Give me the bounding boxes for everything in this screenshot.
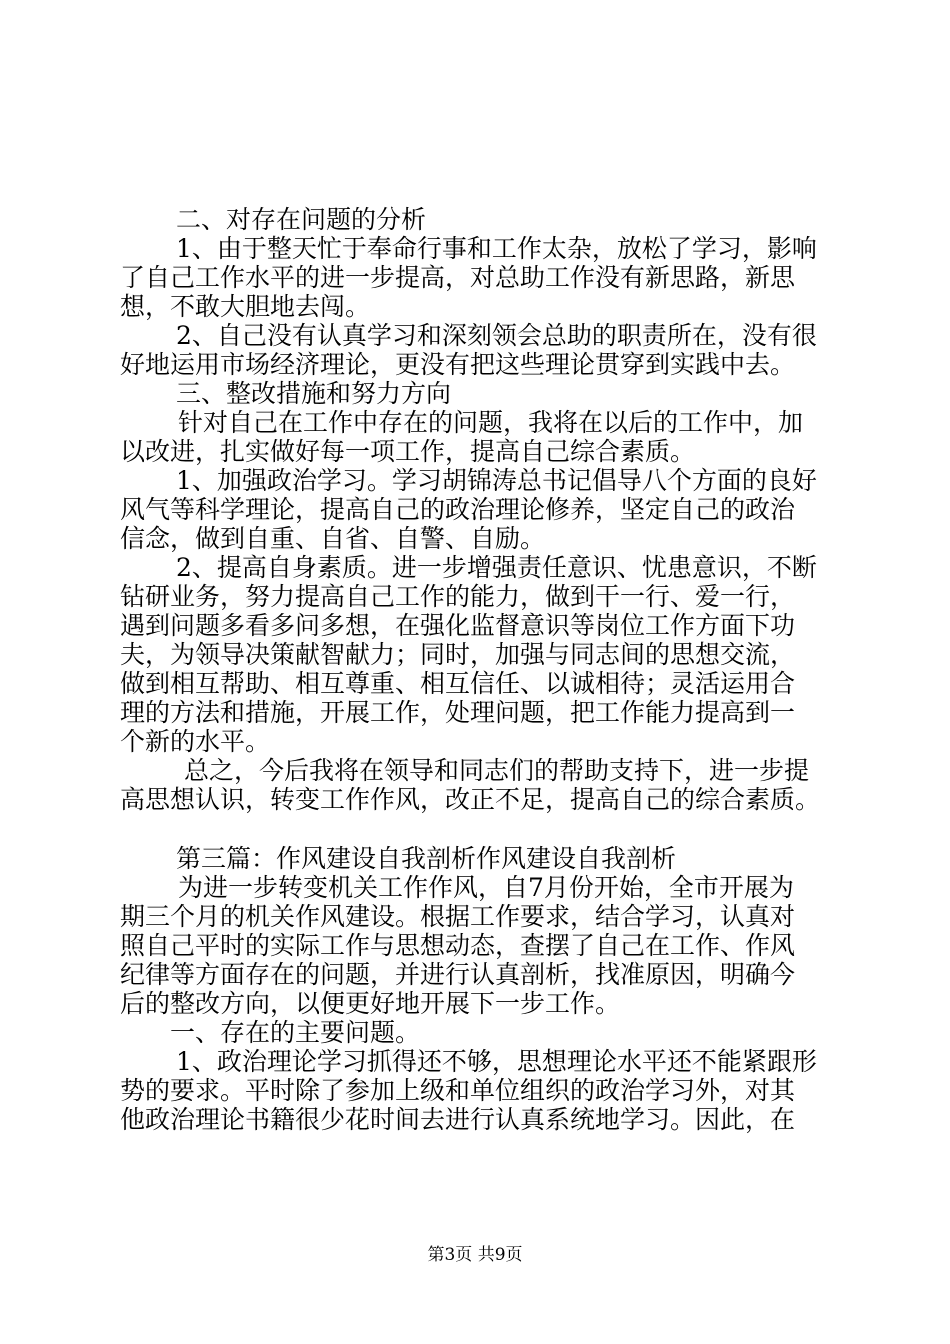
paragraph-line: 好地运用市场经济理论，更没有把这些理论贯穿到实践中去。 (120, 350, 796, 379)
paragraph-line: 以改进，扎实做好每一项工作，提高自己综合素质。 (120, 437, 696, 466)
paragraph-line: 个新的水平。 (120, 727, 271, 756)
paragraph-line: 总之，今后我将在领导和同志们的帮助支持下，进一步提 (184, 756, 810, 785)
section-heading: 三、整改措施和努力方向 (176, 379, 452, 408)
section-heading: 二、对存在问题的分析 (176, 205, 427, 234)
section-spacer (120, 814, 835, 844)
paragraph-line: 2、提高自身素质。进一步增强责任意识、忧患意识，不断 (176, 553, 817, 582)
paragraph-line: 纪律等方面存在的问题，并进行认真剖析，找准原因，明确今 (120, 960, 796, 989)
paragraph-line: 势的要求。平时除了参加上级和单位组织的政治学习外，对其 (120, 1076, 796, 1105)
paragraph-line: 钻研业务，努力提高自己工作的能力，做到干一行、爱一行， (120, 582, 796, 611)
paragraph-line: 理的方法和措施，开展工作，处理问题，把工作能力提高到一 (120, 698, 796, 727)
paragraph-line: 1、由于整天忙于奉命行事和工作太杂，放松了学习，影响 (176, 234, 817, 263)
paragraph-line: 1、政治理论学习抓得还不够，思想理论水平还不能紧跟形 (176, 1047, 817, 1076)
paragraph-line: 风气等科学理论，提高自己的政治理论修养，坚定自己的政治 (120, 495, 796, 524)
paragraph-line: 高思想认识，转变工作作风，改正不足，提高自己的综合素质。 (120, 785, 821, 814)
paragraph-line: 期三个月的机关作风建设。根据工作要求，结合学习，认真对 (120, 902, 796, 931)
paragraph-line: 后的整改方向，以便更好地开展下一步工作。 (120, 989, 621, 1018)
paragraph-line: 夫，为领导决策献智献力；同时，加强与同志间的思想交流， (120, 640, 796, 669)
paragraph-line: 想，不敢大胆地去闯。 (120, 292, 371, 321)
paragraph-line: 了自己工作水平的进一步提高，对总助工作没有新思路，新思 (120, 263, 796, 292)
paragraph-line: 2、自己没有认真学习和深刻领会总助的职责所在，没有很 (176, 321, 817, 350)
paragraph-line: 照自己平时的实际工作与思想动态，查摆了自己在工作、作风 (120, 931, 796, 960)
paragraph-line: 针对自己在工作中存在的问题，我将在以后的工作中，加 (178, 408, 804, 437)
page-footer: 第3页 共9页 (427, 1245, 523, 1265)
document-body (120, 205, 835, 1134)
paragraph-line: 为进一步转变机关工作作风，自7月份开始，全市开展为 (178, 873, 794, 902)
paragraph-line: 做到相互帮助、相互尊重、相互信任、以诚相待；灵活运用合 (120, 669, 796, 698)
paragraph-line: 遇到问题多看多问多想，在强化监督意识等岗位工作方面下功 (120, 611, 796, 640)
paragraph-line: 信念，做到自重、自省、自警、自励。 (120, 524, 546, 553)
section-heading: 一、存在的主要问题。 (170, 1018, 421, 1047)
paragraph-line: 1、加强政治学习。学习胡锦涛总书记倡导八个方面的良好 (176, 466, 817, 495)
paragraph-line: 他政治理论书籍很少花时间去进行认真系统地学习。因此，在 (120, 1105, 796, 1134)
chapter-title: 第三篇：作风建设自我剖析作风建设自我剖析 (176, 844, 677, 873)
